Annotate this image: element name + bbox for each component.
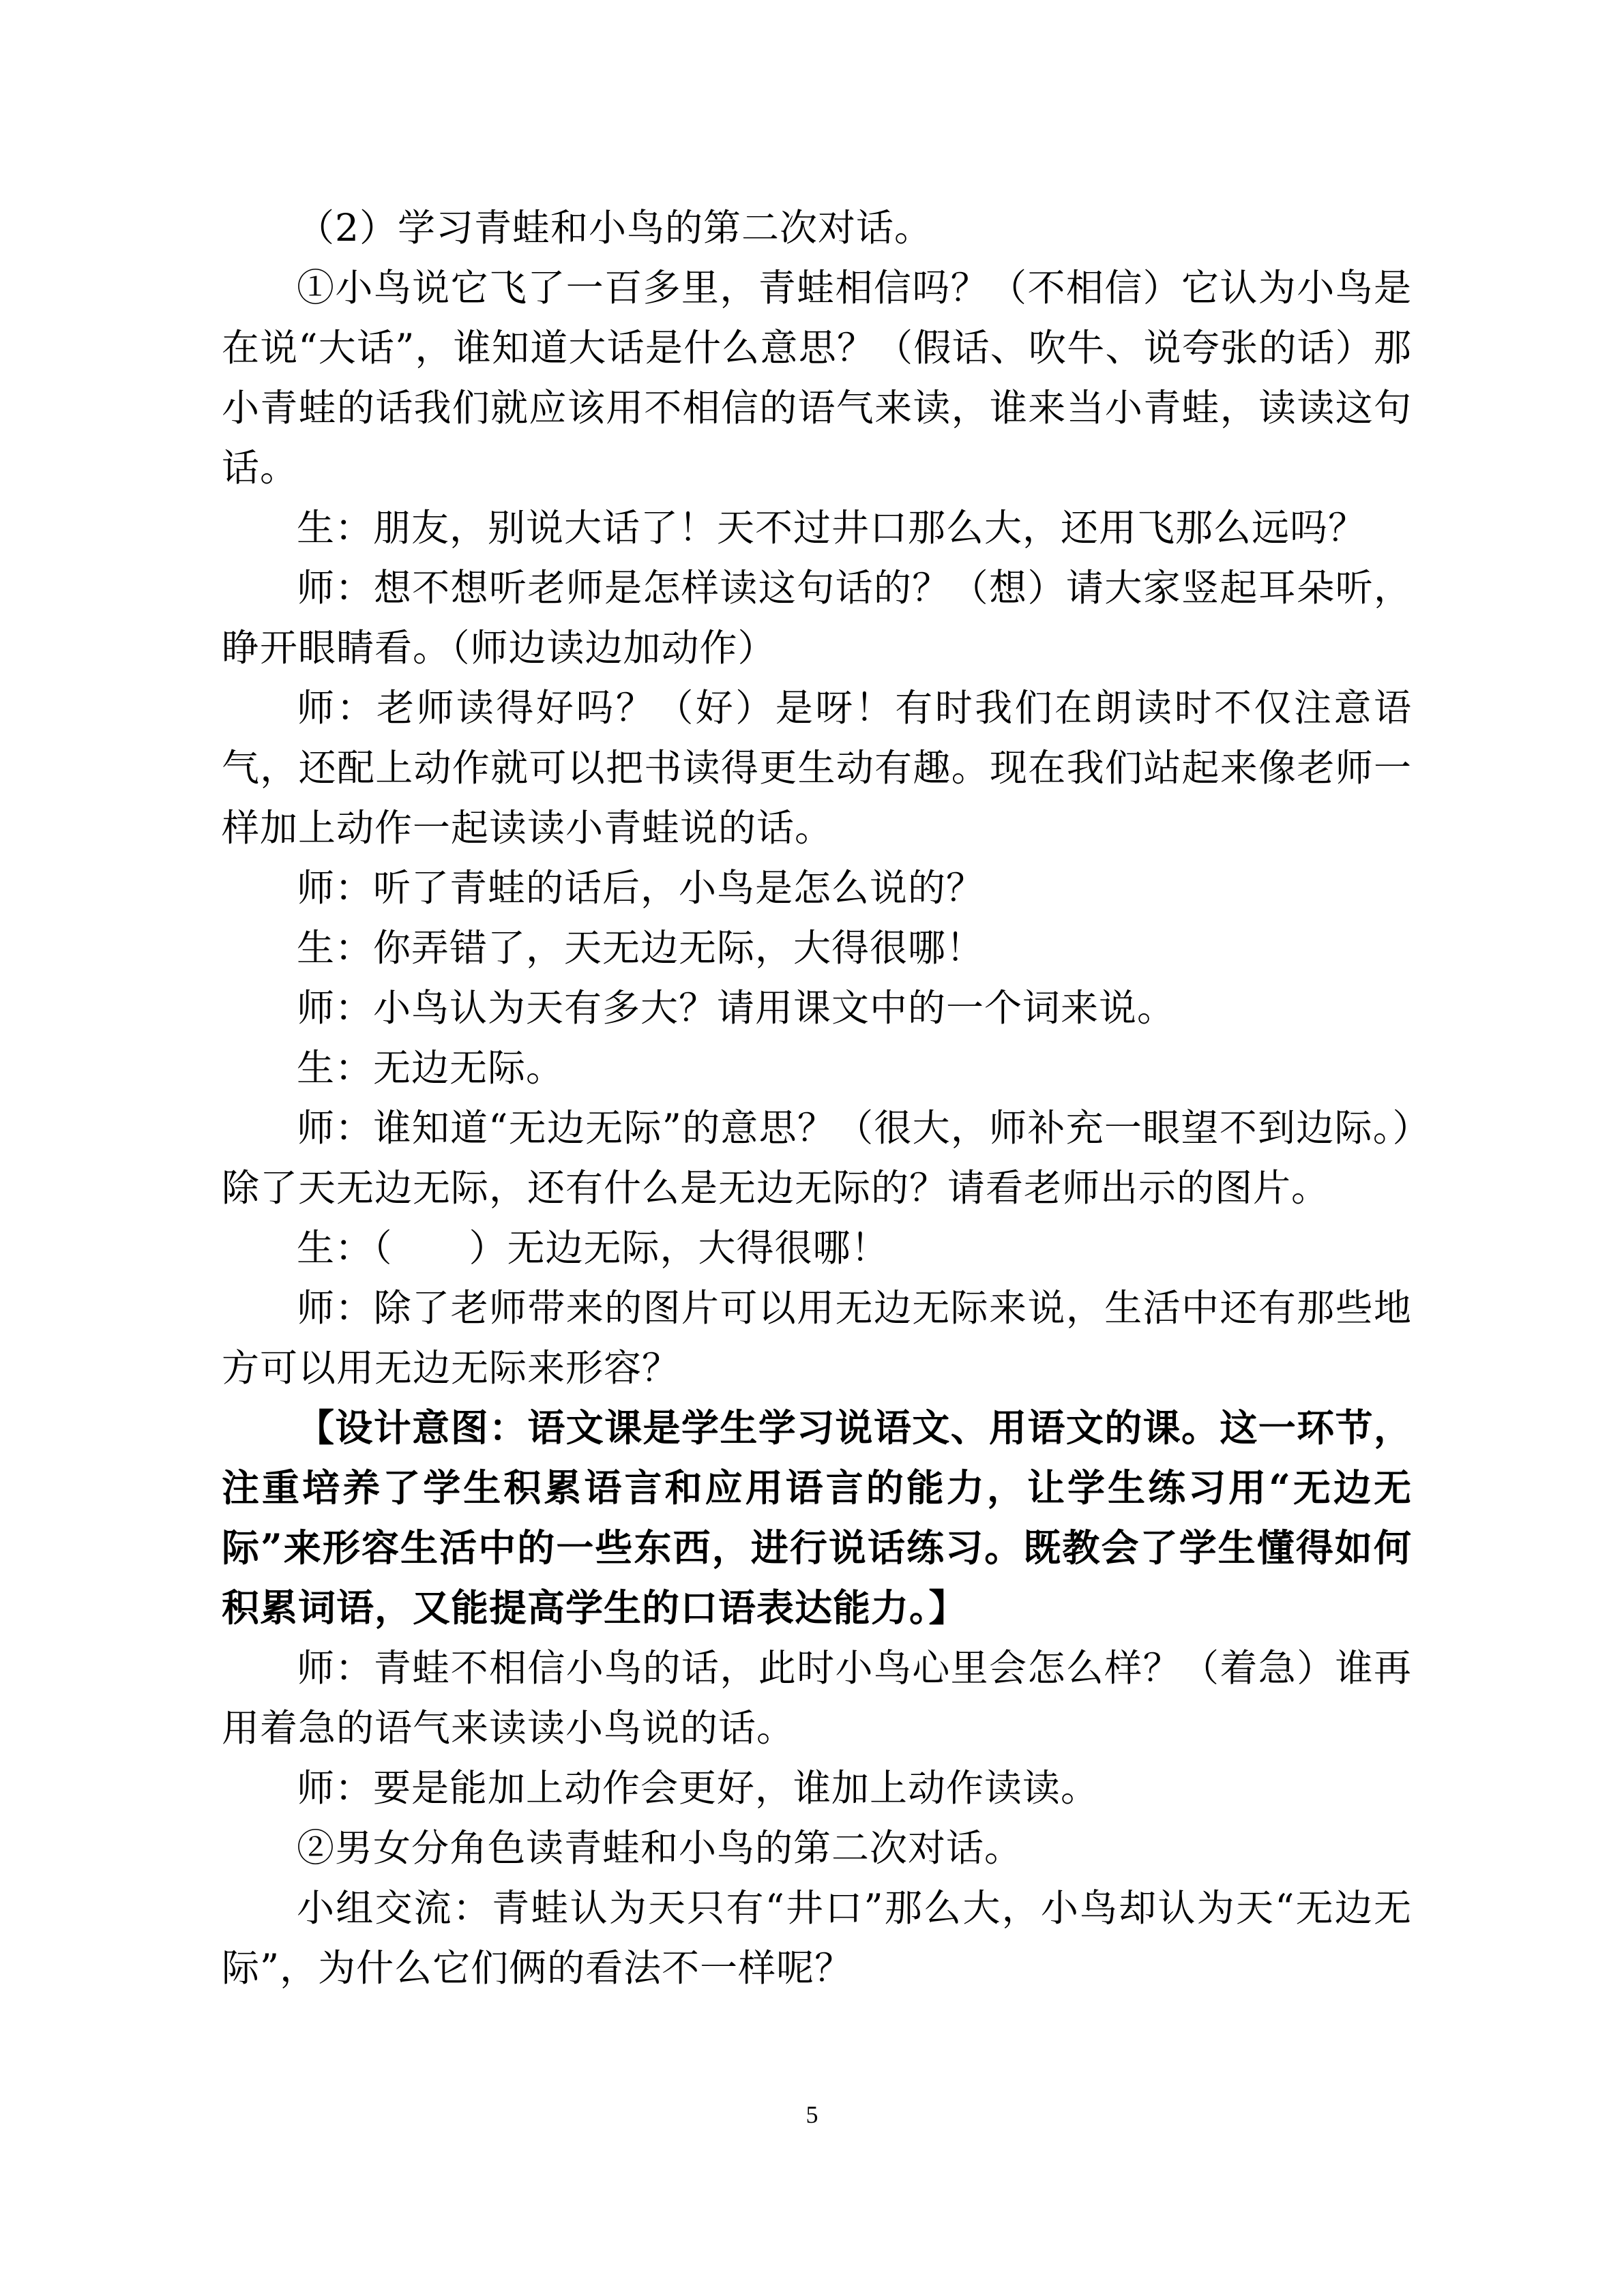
paragraph: 生：你弄错了，天无边无际，大得很哪！ xyxy=(297,926,985,970)
paragraph: 小组交流：青蛙认为天只有“井口”那么大，小鸟却认为天“无边无际”，为什么它们俩的看法不一样呢？ xyxy=(222,1886,1412,1990)
paragraph: 师：除了老师带来的图片可以用无边无际来说，生活中还有那些地方可以用无边无际来形容？ xyxy=(222,1286,1412,1390)
paragraph: 生：（ ）无边无际，大得很哪！ xyxy=(297,1226,889,1270)
paragraph: 师：想不想听老师是怎样读这句话的？（想）请大家竖起耳朵听，睁开眼睛看。（师边读边加动作） xyxy=(222,566,1412,670)
page-number: 5 xyxy=(806,2101,818,2128)
paragraph: 师：青蛙不相信小鸟的话，此时小鸟心里会怎么样？（着急）谁再用着急的语气来读读小鸟说的话。 xyxy=(222,1646,1412,1750)
document-body xyxy=(222,198,1412,1998)
paragraph: 师：老师读得好吗？（好）是呀！有时我们在朗读时不仅注意语气，还配上动作就可以把书读得更生动有趣。现在我们站起来像老师一样加上动作一起读读小青蛙说的话。 xyxy=(222,686,1412,850)
paragraph: 师：小鸟认为天有多大？请用课文中的一个词来说。 xyxy=(297,986,1176,1030)
paragraph: ①小鸟说它飞了一百多里，青蛙相信吗？（不相信）它认为小鸟是在说“大话”，谁知道大话是什么意思？（假话、吹牛、说夸张的话）那小青蛙的话我们就应该用不相信的语气来读，谁来当小青蛙，读读这句话。 xyxy=(222,266,1412,490)
design-intent-note: 【设计意图：语文课是学生学习说语文、用语文的课。这一环节，注重培养了学生积累语言和应用语言的能力，让学生练习用“无边无际”来形容生活中的一些东西，进行说话练习。既教会了学生懂得如何积累词语，又能提高学生的口语表达能力。】 xyxy=(222,1405,1412,1630)
paragraph: ②男女分角色读青蛙和小鸟的第二次对话。 xyxy=(297,1826,1023,1870)
paragraph: 师：听了青蛙的话后，小鸟是怎么说的？ xyxy=(297,866,985,910)
paragraph: （2）学习青蛙和小鸟的第二次对话。 xyxy=(297,206,932,250)
paragraph: 生：朋友，别说大话了！天不过井口那么大，还用飞那么远吗？ xyxy=(297,506,1367,550)
paragraph: 师：要是能加上动作会更好，谁加上动作读读。 xyxy=(297,1766,1099,1810)
paragraph: 生：无边无际。 xyxy=(297,1046,565,1090)
paragraph: 师：谁知道“无边无际”的意思？（很大，师补充一眼望不到边际。）除了天无边无际，还有什么是无边无际的？请看老师出示的图片。 xyxy=(222,1106,1412,1210)
